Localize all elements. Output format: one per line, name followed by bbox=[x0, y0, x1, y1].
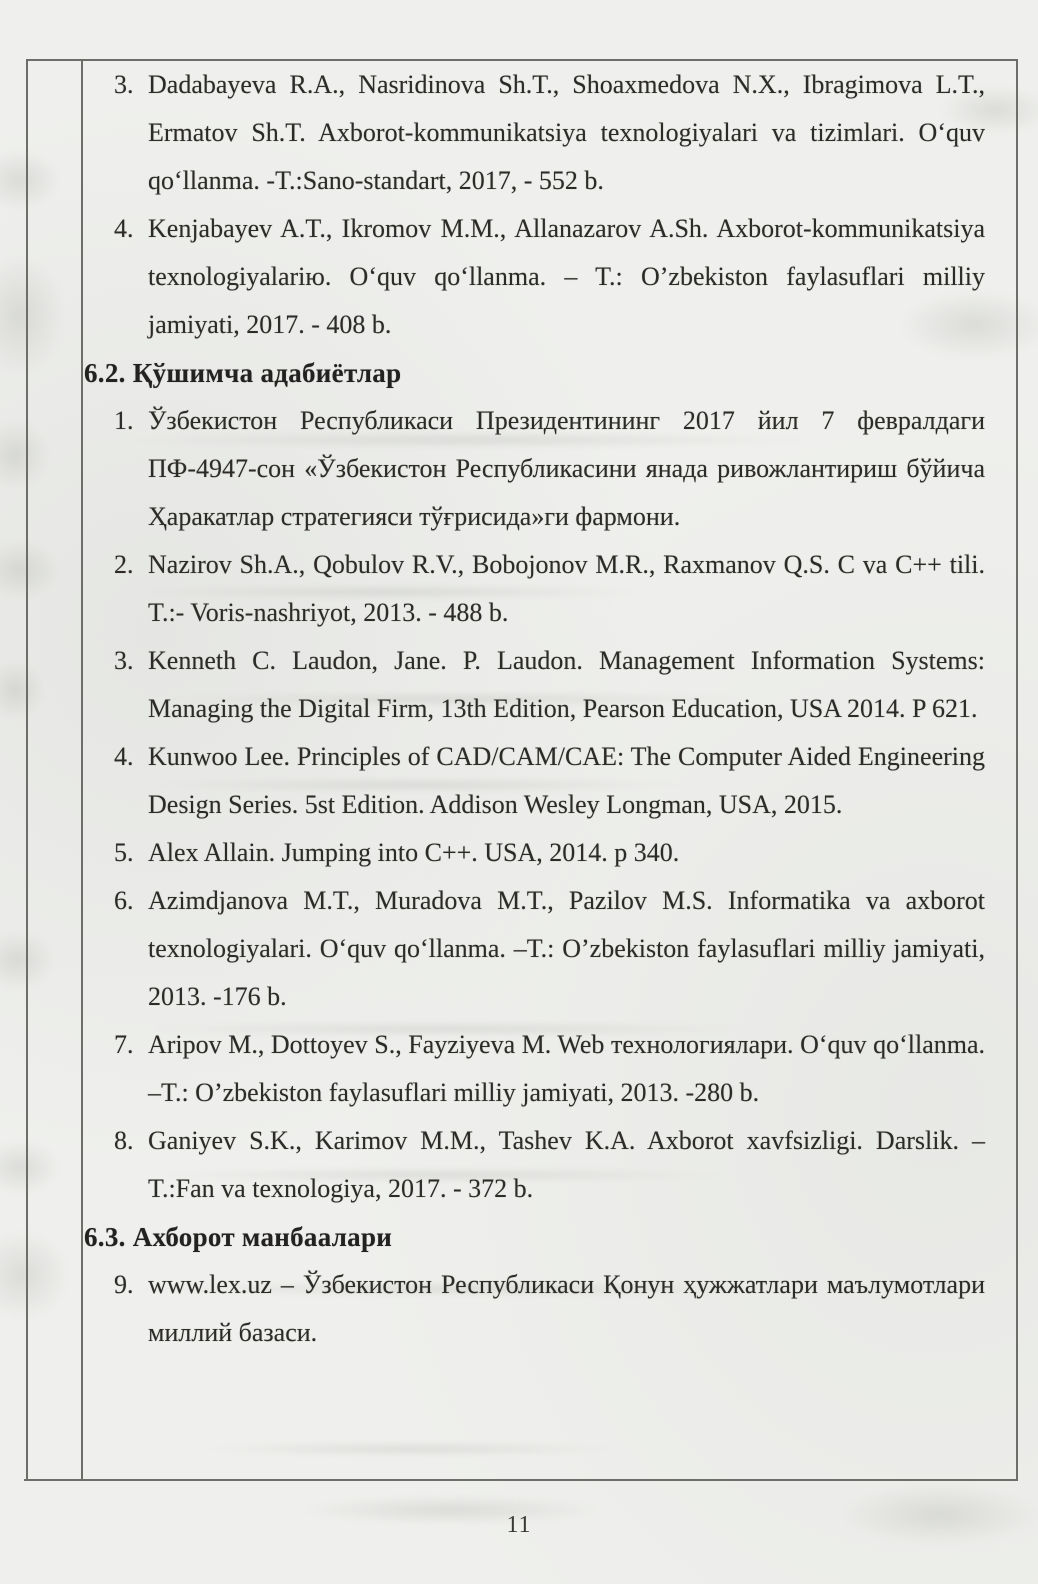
reference-item bbox=[84, 397, 985, 541]
bleedthrough-artifact bbox=[0, 420, 50, 490]
table-border-right bbox=[1016, 59, 1018, 1481]
table-border-bottom bbox=[24, 1479, 1018, 1481]
reference-item bbox=[84, 1261, 985, 1357]
reference-list-sources bbox=[84, 1261, 985, 1357]
reference-number: 5. bbox=[114, 838, 134, 867]
reference-item bbox=[84, 1021, 985, 1117]
bleedthrough-artifact bbox=[0, 540, 60, 600]
reference-number: 1. bbox=[114, 406, 134, 435]
reference-number: 3. bbox=[114, 70, 134, 99]
reference-text: Kunwoo Lee. Principles of CAD/CAM/CAE: The Computer Aided Engineering Design Series. 5st Edition. Addison Wesley Longman, USA, 2015. bbox=[148, 742, 985, 819]
bleedthrough-artifact bbox=[0, 1140, 60, 1195]
bleedthrough-artifact bbox=[0, 255, 65, 375]
section-heading-6-2: 6.2. Қўшимча адабиётлар bbox=[84, 358, 402, 388]
reference-item bbox=[84, 733, 985, 829]
reference-number: 4. bbox=[114, 214, 134, 243]
reference-number: 2. bbox=[114, 550, 134, 579]
reference-text: Kenneth C. Laudon, Jane. P. Laudon. Management Information Systems: Managing the Digital Firm, 13th Edition, Pearson Education, USA 2014. P 621. bbox=[148, 646, 985, 723]
reference-text: Dadabayeva R.A., Nasridinova Sh.T., Shoaxmedova N.X., Ibragimova L.T., Ermatov Sh.T. Axborot-kommunikatsiya texnologiyalari va tizimlari. O‘quv qo‘llanma. -T.:Sano-standart, 2017, - 552 b. bbox=[148, 70, 985, 195]
reference-item bbox=[84, 61, 985, 205]
reference-text: Kenjabayev A.T., Ikromov M.M., Allanazarov A.Sh. Axborot-kommunikatsiya texnologiyalariю. O‘quv qo‘llanma. – T.: O’zbekiston faylasuflari milliy jamiyati, 2017. - 408 b. bbox=[148, 214, 985, 339]
reference-item bbox=[84, 829, 985, 877]
reference-number: 3. bbox=[114, 646, 134, 675]
reference-text: Alex Allain. Jumping into C++. USA, 2014. p 340. bbox=[148, 838, 680, 867]
reference-list-additional bbox=[84, 397, 985, 1213]
reference-number: 4. bbox=[114, 742, 134, 771]
bleedthrough-artifact bbox=[200, 1442, 620, 1456]
bleedthrough-artifact bbox=[0, 150, 60, 210]
bleedthrough-artifact bbox=[0, 660, 45, 720]
reference-number: 8. bbox=[114, 1126, 134, 1155]
reference-text: Ganiyev S.K., Karimov M.M., Tashev K.A. Axborot xavfsizligi. Darslik. – T.:Fan va texnologiya, 2017. - 372 b. bbox=[148, 1126, 985, 1203]
reference-text: www.lex.uz – Ўзбекистон Республикаси Қонун ҳужжатлари маълумотлари миллий базаси. bbox=[148, 1270, 985, 1347]
reference-list-main bbox=[84, 61, 985, 349]
reference-item bbox=[84, 205, 985, 349]
bleedthrough-artifact bbox=[0, 1230, 70, 1320]
bibliography-content bbox=[84, 61, 985, 1357]
reference-text: Azimdjanova M.T., Muradova M.T., Pazilov M.S. Informatika va axborot texnologiyalari. O‘quv qo‘llanma. –T.: O’zbekiston faylasuflari milliy jamiyati, 2013. -176 b. bbox=[148, 886, 985, 1011]
reference-number: 7. bbox=[114, 1030, 134, 1059]
reference-item bbox=[84, 877, 985, 1021]
reference-text: Nazirov Sh.A., Qobulov R.V., Bobojonov M.R., Raxmanov Q.S. C va C++ tili. T.:- Voris-nashriyot, 2013. - 488 b. bbox=[148, 550, 985, 627]
reference-number: 9. bbox=[114, 1270, 134, 1299]
reference-item bbox=[84, 541, 985, 637]
section-heading-6-3: 6.3. Ахборот манбаалари bbox=[84, 1222, 393, 1252]
reference-text: Ўзбекистон Республикаси Президентининг 2017 йил 7 февралдаги ПФ-4947-сон «Ўзбекистон Республикасини янада ривожлантириш бўйича Ҳаракатлар стратегияси тўғрисида»ги фармони. bbox=[148, 406, 985, 531]
reference-item bbox=[84, 637, 985, 733]
reference-number: 6. bbox=[114, 886, 134, 915]
reference-text: Aripov M., Dottoyev S., Fayziyeva M. Web технологиялари. O‘quv qo‘llanma. –T.: O’zbekiston faylasuflari milliy jamiyati, 2013. -280 b. bbox=[148, 1030, 985, 1107]
page-number: 11 bbox=[506, 1512, 532, 1538]
table-border-left-outer bbox=[26, 59, 28, 1481]
table-border-left-inner bbox=[81, 59, 83, 1481]
reference-item bbox=[84, 1117, 985, 1213]
